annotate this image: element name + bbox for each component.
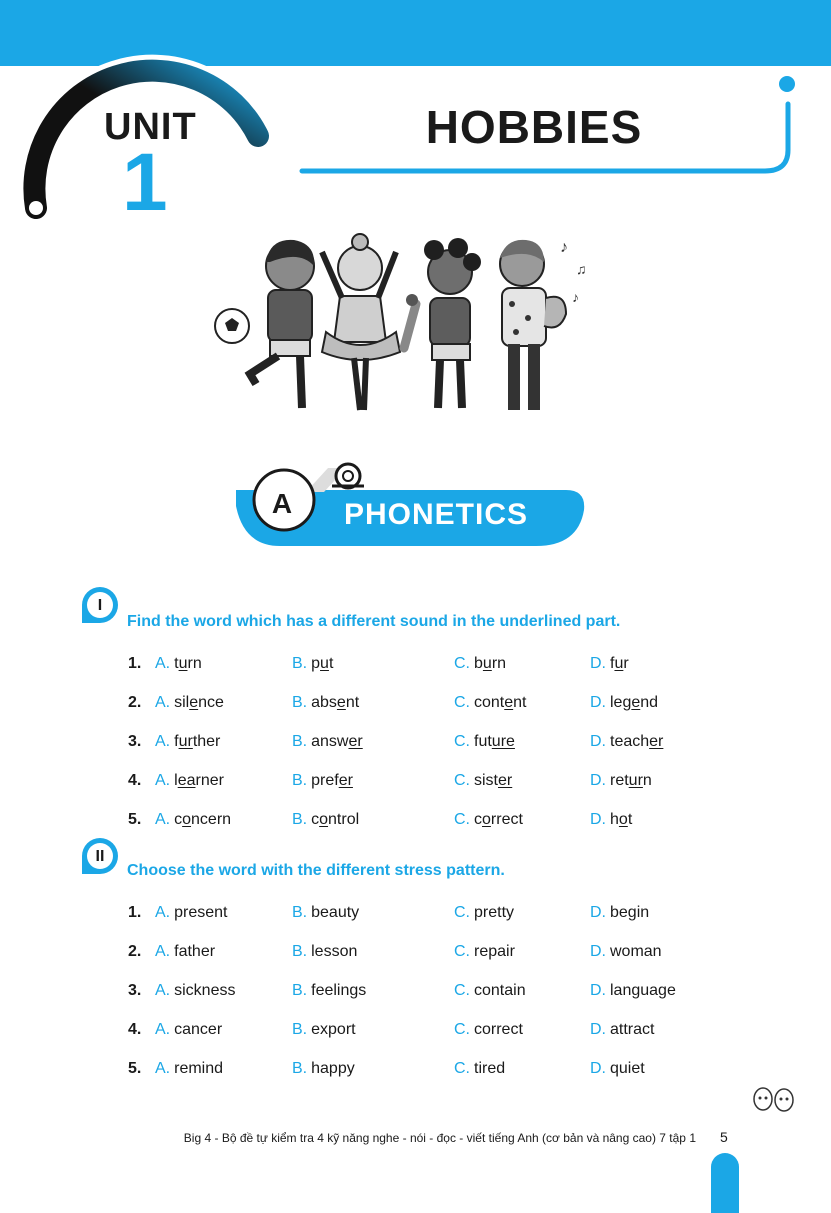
option-letter: B.	[292, 694, 308, 711]
option-letter: D.	[590, 943, 606, 960]
option-word: pref	[311, 772, 339, 789]
answer-option[interactable]	[155, 904, 228, 922]
underlined-part: er	[338, 772, 353, 789]
option-word: begin	[610, 904, 650, 921]
option-letter: D.	[590, 1060, 606, 1077]
option-word: present	[174, 904, 228, 921]
answer-option[interactable]	[454, 1021, 523, 1039]
option-word: contain	[474, 982, 526, 999]
option-word: answ	[311, 733, 349, 750]
section-number: II	[95, 848, 105, 865]
option-letter: B.	[292, 943, 308, 960]
option-word-end: ther	[192, 733, 221, 750]
option-word: language	[610, 982, 676, 999]
answer-option[interactable]	[454, 733, 515, 751]
option-letter: B.	[292, 1021, 308, 1038]
option-word-end: nt	[345, 694, 360, 711]
option-word-end: ncern	[191, 811, 232, 828]
answer-option[interactable]	[292, 694, 359, 712]
option-letter: A.	[155, 655, 171, 672]
answer-option[interactable]	[590, 943, 662, 961]
underlined-part: ur	[178, 733, 193, 750]
underlined-part: u	[320, 655, 329, 672]
answer-option[interactable]	[292, 733, 363, 751]
option-word-end: nce	[198, 694, 224, 711]
option-word: p	[311, 655, 321, 672]
option-word: repair	[474, 943, 515, 960]
underlined-part: o	[319, 811, 329, 828]
option-word: c	[174, 811, 183, 828]
option-letter: C.	[454, 982, 470, 999]
option-word: quiet	[610, 1060, 645, 1077]
option-letter: C.	[454, 772, 470, 789]
answer-option[interactable]	[155, 1060, 223, 1078]
option-word-end: nt	[513, 694, 527, 711]
footer-text: Big 4 - Bộ đề tự kiểm tra 4 kỹ năng nghe - nói - đọc - viết tiếng Anh (cơ bản và nâng cao) 7 tập 1	[183, 1131, 696, 1145]
answer-option[interactable]	[590, 772, 652, 790]
option-word: happy	[311, 1060, 355, 1077]
answer-option[interactable]	[292, 811, 359, 829]
option-letter: D.	[590, 811, 606, 828]
answer-option[interactable]	[454, 694, 527, 712]
underlined-part: er	[498, 772, 513, 789]
answer-option[interactable]	[590, 904, 649, 922]
question-number: 2.	[128, 694, 142, 711]
answer-option[interactable]	[590, 982, 676, 1000]
option-word: ret	[610, 772, 629, 789]
underlined-part: ur	[628, 772, 643, 789]
option-word: correct	[474, 1021, 523, 1038]
answer-option[interactable]	[454, 772, 512, 790]
option-word: feelings	[311, 982, 367, 999]
answer-option[interactable]	[292, 904, 359, 922]
option-word-end: t	[328, 655, 334, 672]
option-word: abs	[311, 694, 337, 711]
underlined-part: ea	[177, 772, 196, 789]
option-letter: B.	[292, 1060, 308, 1077]
option-word: b	[474, 655, 483, 672]
answer-option[interactable]	[292, 772, 353, 790]
page-tab	[711, 1153, 739, 1213]
answer-option[interactable]	[454, 1060, 505, 1078]
kids-illustration	[210, 222, 600, 422]
answer-option[interactable]	[155, 694, 224, 712]
answer-option[interactable]	[292, 1060, 355, 1078]
option-letter: A.	[155, 811, 171, 828]
answer-option[interactable]	[454, 655, 506, 673]
option-letter: B.	[292, 733, 308, 750]
answer-option[interactable]	[454, 811, 523, 829]
option-word: teach	[610, 733, 650, 750]
page-number: 5	[720, 1129, 728, 1145]
option-letter: C.	[454, 733, 470, 750]
option-word: leg	[610, 694, 632, 711]
option-word: cancer	[174, 1021, 223, 1038]
underlined-part: ure	[491, 733, 515, 750]
option-letter: D.	[590, 1021, 606, 1038]
answer-option[interactable]	[155, 811, 231, 829]
underlined-part: o	[482, 811, 491, 828]
answer-option[interactable]	[155, 733, 220, 751]
option-letter: C.	[454, 1021, 470, 1038]
option-word: t	[174, 655, 179, 672]
option-word: pretty	[474, 904, 515, 921]
section-instruction: Find the word which has a different sound in the underlined part.	[127, 613, 621, 630]
option-letter: A.	[155, 1060, 171, 1077]
option-word-end: t	[627, 811, 633, 828]
underlined-part: e	[631, 694, 641, 711]
question-number: 5.	[128, 811, 142, 828]
option-word: father	[174, 943, 216, 960]
underlined-part: e	[336, 694, 346, 711]
question-number: 4.	[128, 1021, 142, 1038]
option-word: sickness	[174, 982, 236, 999]
section-number: I	[97, 597, 103, 614]
underlined-part: er	[649, 733, 664, 750]
question-number: 1.	[128, 655, 142, 672]
option-letter: A.	[155, 1021, 171, 1038]
option-letter: C.	[454, 811, 470, 828]
answer-option[interactable]	[292, 943, 357, 961]
option-word: lesson	[311, 943, 358, 960]
answer-option[interactable]	[590, 733, 663, 751]
option-word: f	[174, 733, 179, 750]
question-number: 5.	[128, 1060, 142, 1077]
svg-text:♪: ♪	[560, 239, 568, 256]
banner-letter: A	[271, 488, 293, 519]
underlined-part: u	[482, 655, 492, 672]
eggs-icon	[751, 1086, 797, 1117]
svg-text:♪: ♪	[572, 289, 579, 305]
option-word-end: rn	[491, 655, 507, 672]
option-word: c	[311, 811, 320, 828]
answer-option[interactable]	[155, 1021, 222, 1039]
option-letter: A.	[155, 733, 171, 750]
option-word: fut	[474, 733, 492, 750]
option-letter: A.	[155, 694, 171, 711]
answer-option[interactable]	[155, 772, 224, 790]
unit-number: 1	[122, 137, 168, 228]
snail-icon	[332, 464, 364, 488]
option-letter: B.	[292, 982, 308, 999]
option-word-end: ntrol	[328, 811, 360, 828]
section-instruction: Choose the word with the different stress pattern.	[127, 862, 505, 879]
option-word-end: n	[642, 772, 652, 789]
option-letter: B.	[292, 772, 308, 789]
answer-option[interactable]	[590, 655, 629, 673]
option-letter: D.	[590, 733, 606, 750]
option-letter: A.	[155, 982, 171, 999]
option-word: cont	[474, 694, 505, 711]
unit-label: UNIT	[104, 106, 197, 148]
option-word: attract	[610, 1021, 655, 1038]
underlined-part: o	[182, 811, 192, 828]
answer-option[interactable]	[590, 694, 658, 712]
question-number: 3.	[128, 982, 142, 999]
answer-option[interactable]	[292, 655, 333, 673]
option-word: l	[174, 772, 178, 789]
svg-text:♫: ♫	[576, 261, 587, 277]
option-letter: D.	[590, 655, 606, 672]
option-letter: A.	[155, 904, 171, 921]
answer-option[interactable]	[454, 904, 514, 922]
question-number: 2.	[128, 943, 142, 960]
option-word: h	[610, 811, 619, 828]
option-letter: C.	[454, 904, 470, 921]
option-letter: C.	[454, 694, 470, 711]
underlined-part: u	[614, 655, 624, 672]
question-number: 4.	[128, 772, 142, 789]
answer-option[interactable]	[590, 1021, 654, 1039]
option-letter: D.	[590, 982, 606, 999]
answer-option[interactable]	[454, 943, 515, 961]
option-word: c	[474, 811, 482, 828]
underlined-part: o	[618, 811, 628, 828]
option-word-end: rner	[195, 772, 224, 789]
answer-option[interactable]	[155, 943, 215, 961]
answer-option[interactable]	[155, 655, 202, 673]
option-word-end: rn	[187, 655, 202, 672]
option-word: sist	[474, 772, 498, 789]
option-word: tired	[474, 1060, 506, 1077]
option-word: remind	[174, 1060, 224, 1077]
option-letter: A.	[155, 772, 171, 789]
option-letter: B.	[292, 811, 308, 828]
option-word: beauty	[311, 904, 360, 921]
underlined-part: e	[504, 694, 514, 711]
option-word-end: r	[623, 655, 629, 672]
underlined-part: e	[189, 694, 199, 711]
underlined-part: er	[348, 733, 363, 750]
option-word: sil	[174, 694, 190, 711]
option-letter: A.	[155, 943, 171, 960]
option-letter: C.	[454, 943, 470, 960]
option-letter: C.	[454, 655, 470, 672]
page-title: HOBBIES	[425, 101, 643, 153]
option-letter: B.	[292, 655, 308, 672]
answer-option[interactable]	[590, 1060, 645, 1078]
option-letter: B.	[292, 904, 308, 921]
option-letter: D.	[590, 694, 606, 711]
option-word: f	[610, 655, 615, 672]
answer-option[interactable]	[292, 1021, 356, 1039]
question-number: 3.	[128, 733, 142, 750]
option-word: export	[311, 1021, 356, 1038]
banner-label: PHONETICS	[344, 498, 529, 531]
option-word: woman	[610, 943, 662, 960]
option-word-end: nd	[640, 694, 659, 711]
answer-option[interactable]	[155, 982, 235, 1000]
answer-option[interactable]	[292, 982, 366, 1000]
option-letter: C.	[454, 1060, 470, 1077]
underlined-part: u	[178, 655, 188, 672]
option-letter: D.	[590, 772, 606, 789]
option-letter: D.	[590, 904, 606, 921]
option-word-end: rrect	[490, 811, 523, 828]
answer-option[interactable]	[590, 811, 632, 829]
question-number: 1.	[128, 904, 142, 921]
answer-option[interactable]	[454, 982, 526, 1000]
